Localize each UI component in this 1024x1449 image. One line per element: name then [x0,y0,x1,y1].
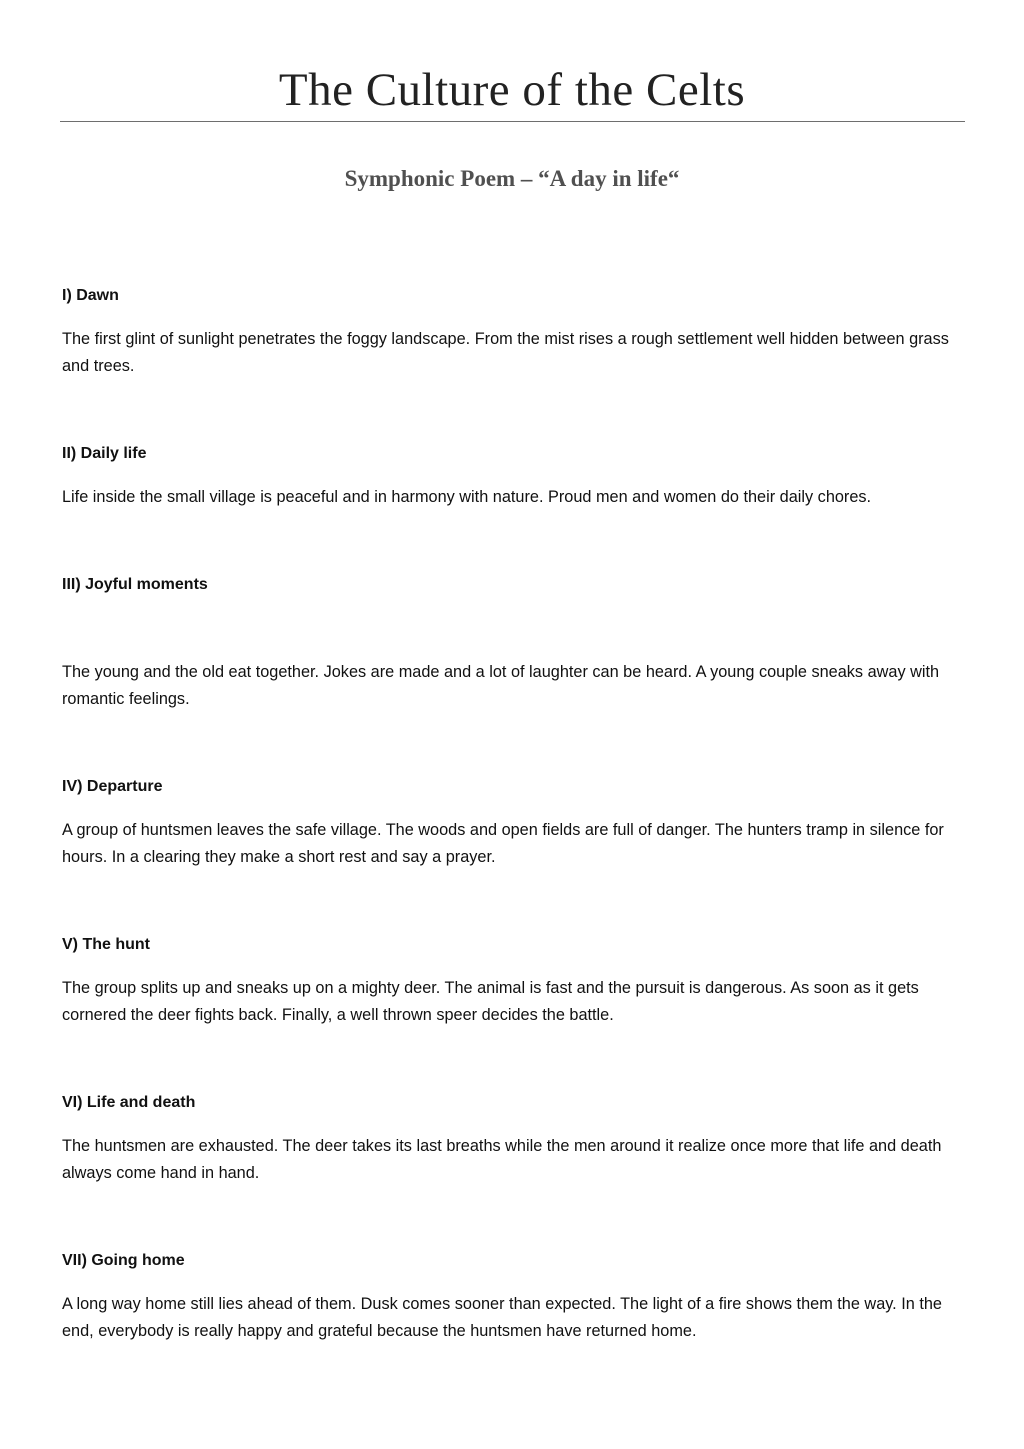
section-heading-life-and-death: VI) Life and death [62,1094,196,1111]
section-body-the-hunt: The group splits up and sneaks up on a mighty deer. The animal is fast and the pursuit is dangerous. As soon as it gets cornered the deer fights back. Finally, a well thrown speer decides the battle. [62,979,919,1024]
section-body-departure: A group of huntsmen leaves the safe village. The woods and open fields are full of danger. The hunters tramp in silence for hours. In a clearing they make a short rest and say a prayer. [62,821,944,866]
section-heading-the-hunt: V) The hunt [62,936,150,953]
document-subtitle: Symphonic Poem – “A day in life“ [344,166,680,191]
section-heading-dawn: I) Dawn [62,287,119,304]
section-heading-joyful-moments: III) Joyful moments [62,576,208,593]
title-divider [60,121,965,122]
document-title: The Culture of the Celts [278,64,746,116]
section-body-joyful-moments: The young and the old eat together. Jokes are made and a lot of laughter can be heard. A young couple sneaks away with romantic feelings. [62,663,940,708]
section-heading-departure: IV) Departure [62,778,163,795]
section-body-daily-life: Life inside the small village is peaceful and in harmony with nature. Proud men and women do their daily chores. [62,488,872,506]
section-body-life-and-death: The huntsmen are exhausted. The deer takes its last breaths while the men around it realize once more that life and death always come hand in hand. [62,1137,942,1182]
section-heading-daily-life: II) Daily life [62,445,147,462]
section-body-going-home: A long way home still lies ahead of them. Dusk comes sooner than expected. The light of a fire shows them the way. In the end, everybody is really happy and grateful because the huntsmen have returned home. [62,1295,942,1340]
section-heading-going-home: VII) Going home [62,1252,185,1269]
section-body-dawn: The first glint of sunlight penetrates the foggy landscape. From the mist rises a rough settlement well hidden between grass and trees. [62,330,949,375]
